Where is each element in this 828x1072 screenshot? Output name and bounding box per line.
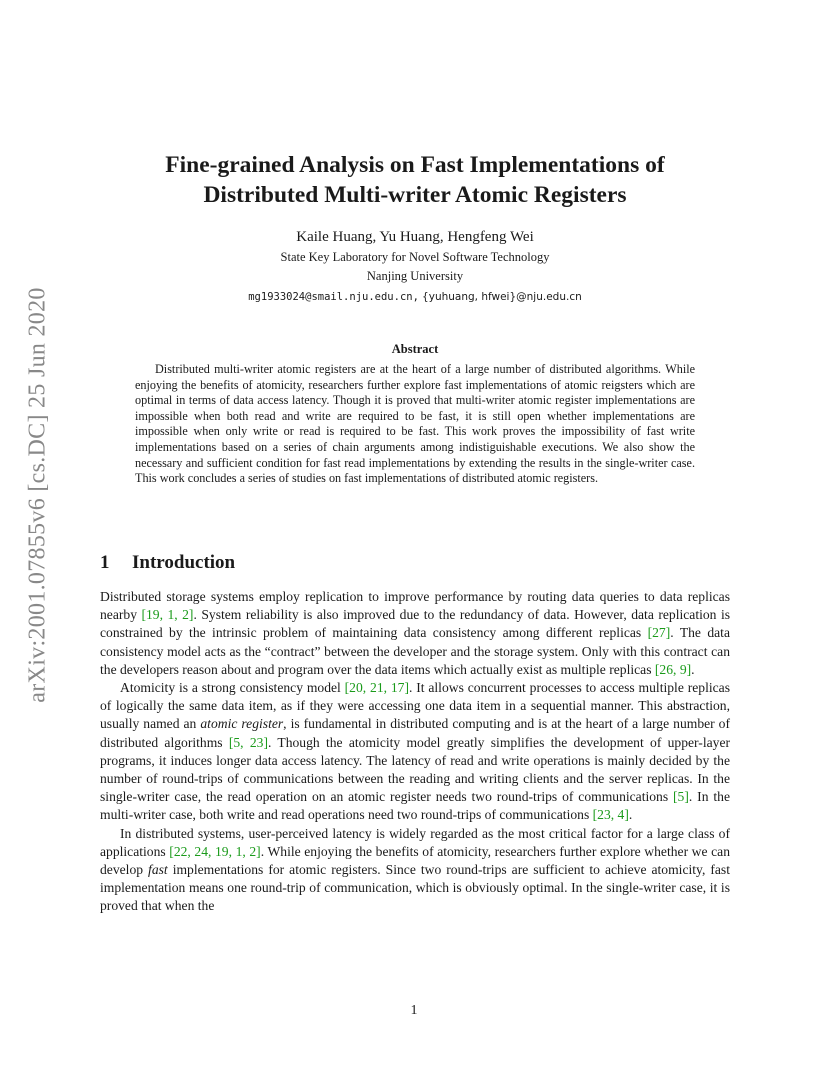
paper-title (100, 150, 730, 210)
text: . In the multi-writer case, both write and read operations need two round-trips of communications (100, 789, 730, 823)
text: . (691, 661, 695, 677)
title-line-2: Distributed Multi-writer Atomic Registers (203, 182, 627, 208)
text: Distributed storage systems employ replication to improve performance by routing data queries to data replicas nearby (100, 589, 730, 623)
section-number: 1 (100, 552, 110, 573)
body-text (100, 588, 730, 916)
citation-link[interactable]: [5, 23] (228, 734, 268, 750)
text: . System reliability is also improved due to the redundancy of data. However, data replication is constrained by the intrinsic problem of maintaining data consistency among different replicas (100, 607, 731, 641)
email-2: {yuhuang, hfwei}@nju.edu.cn (422, 291, 582, 303)
text: implementations for atomic registers. Since two round-trips are sufficient to achieve atomicity, fast implementation means one round-trip of communication, which is obviously optimal. In the single-writer case, it is proved that when the (100, 862, 730, 914)
text: . (628, 807, 633, 823)
text: , is fundamental in distributed computing and is at the heart of a large number of distributed algorithms (100, 716, 731, 750)
paragraph-3 (100, 825, 730, 916)
section-heading (100, 552, 235, 574)
citation-link[interactable]: [26, 9] (654, 661, 692, 677)
paragraph-1 (100, 588, 730, 679)
citation-link[interactable]: [27] (647, 625, 671, 641)
section-title: Introduction (132, 552, 236, 573)
affiliation-line-2: Nanjing University (366, 269, 464, 283)
email-line (100, 289, 730, 304)
authors: Kaile Huang, Yu Huang, Hengfeng Wei (296, 229, 534, 245)
citation-link[interactable]: [5] (673, 789, 689, 805)
emphasis: fast (148, 862, 168, 878)
text: In distributed systems, user-perceived latency is widely regarded as the most critical factor for a large class of applications (100, 825, 730, 859)
emphasis: atomic register (200, 716, 284, 732)
text: Atomicity is a strong consistency model (120, 680, 345, 696)
citation-link[interactable]: [19, 1, 2] (141, 607, 194, 623)
email-1: mg1933024@smail.nju.edu.cn, (248, 291, 419, 303)
text: . While enjoying the benefits of atomicity, researchers further explore whether we can develop (100, 843, 730, 878)
text: . It allows concurrent processes to access multiple replicas of logically the same data item, as if they were accessing one data item in a sequential manner. This abstraction, usually named an (100, 680, 730, 732)
text: . Though the atomicity model greatly simplifies the development of upper-layer programs, it induces longer data access latency. The latency of read and write operations is mainly decided by the number of round-trips of communications between the reading and writing clients and the server replicas. In the single-writer case, the read operation on an atomic register needs two round-trips of communications (100, 734, 730, 805)
paragraph-2 (100, 679, 730, 825)
page-number: 1 (410, 1003, 418, 1018)
abstract-text: Distributed multi-writer atomic registers are at the heart of a large number of distributed algorithms. While enjoying the benefits of atomicity, researchers further explore fast implementations of atomic reigsters which are optimal in terms of data access latency. Though it is proved that multi-writer atomic register implementations are impossible when both read and write are required to be fast, it is still open whether implementations are impossible when only write or read is required to be fast. This work proves the impossibility of fast write implementations based on a series of chain arguments among indistiguishable executions. We also show the necessary and sufficient condition for fast read implementations by extending the results in the single-writer case. This work concludes a series of studies on fast implementations of distributed atomic registers. (135, 362, 695, 486)
arxiv-stamp-text: arXiv:2001.07855v6 [cs.DC] 25 Jun 2020 (24, 287, 51, 703)
text: . The data consistency model acts as the “contract” between the developer and the storage system. Only with this contract can the developers reason about and program over the data items which actually exist as multiple replicas (100, 625, 730, 677)
abstract-heading: Abstract (391, 342, 439, 356)
affiliation-line-1: State Key Laboratory for Novel Software Technology (280, 250, 550, 264)
arxiv-stamp (18, 287, 58, 703)
title-line-1: Fine-grained Analysis on Fast Implementations of (165, 152, 665, 178)
citation-link[interactable]: [20, 21, 17] (344, 680, 409, 696)
citation-link[interactable]: [22, 24, 19, 1, 2] (169, 843, 261, 859)
citation-link[interactable]: [23, 4] (592, 807, 629, 823)
